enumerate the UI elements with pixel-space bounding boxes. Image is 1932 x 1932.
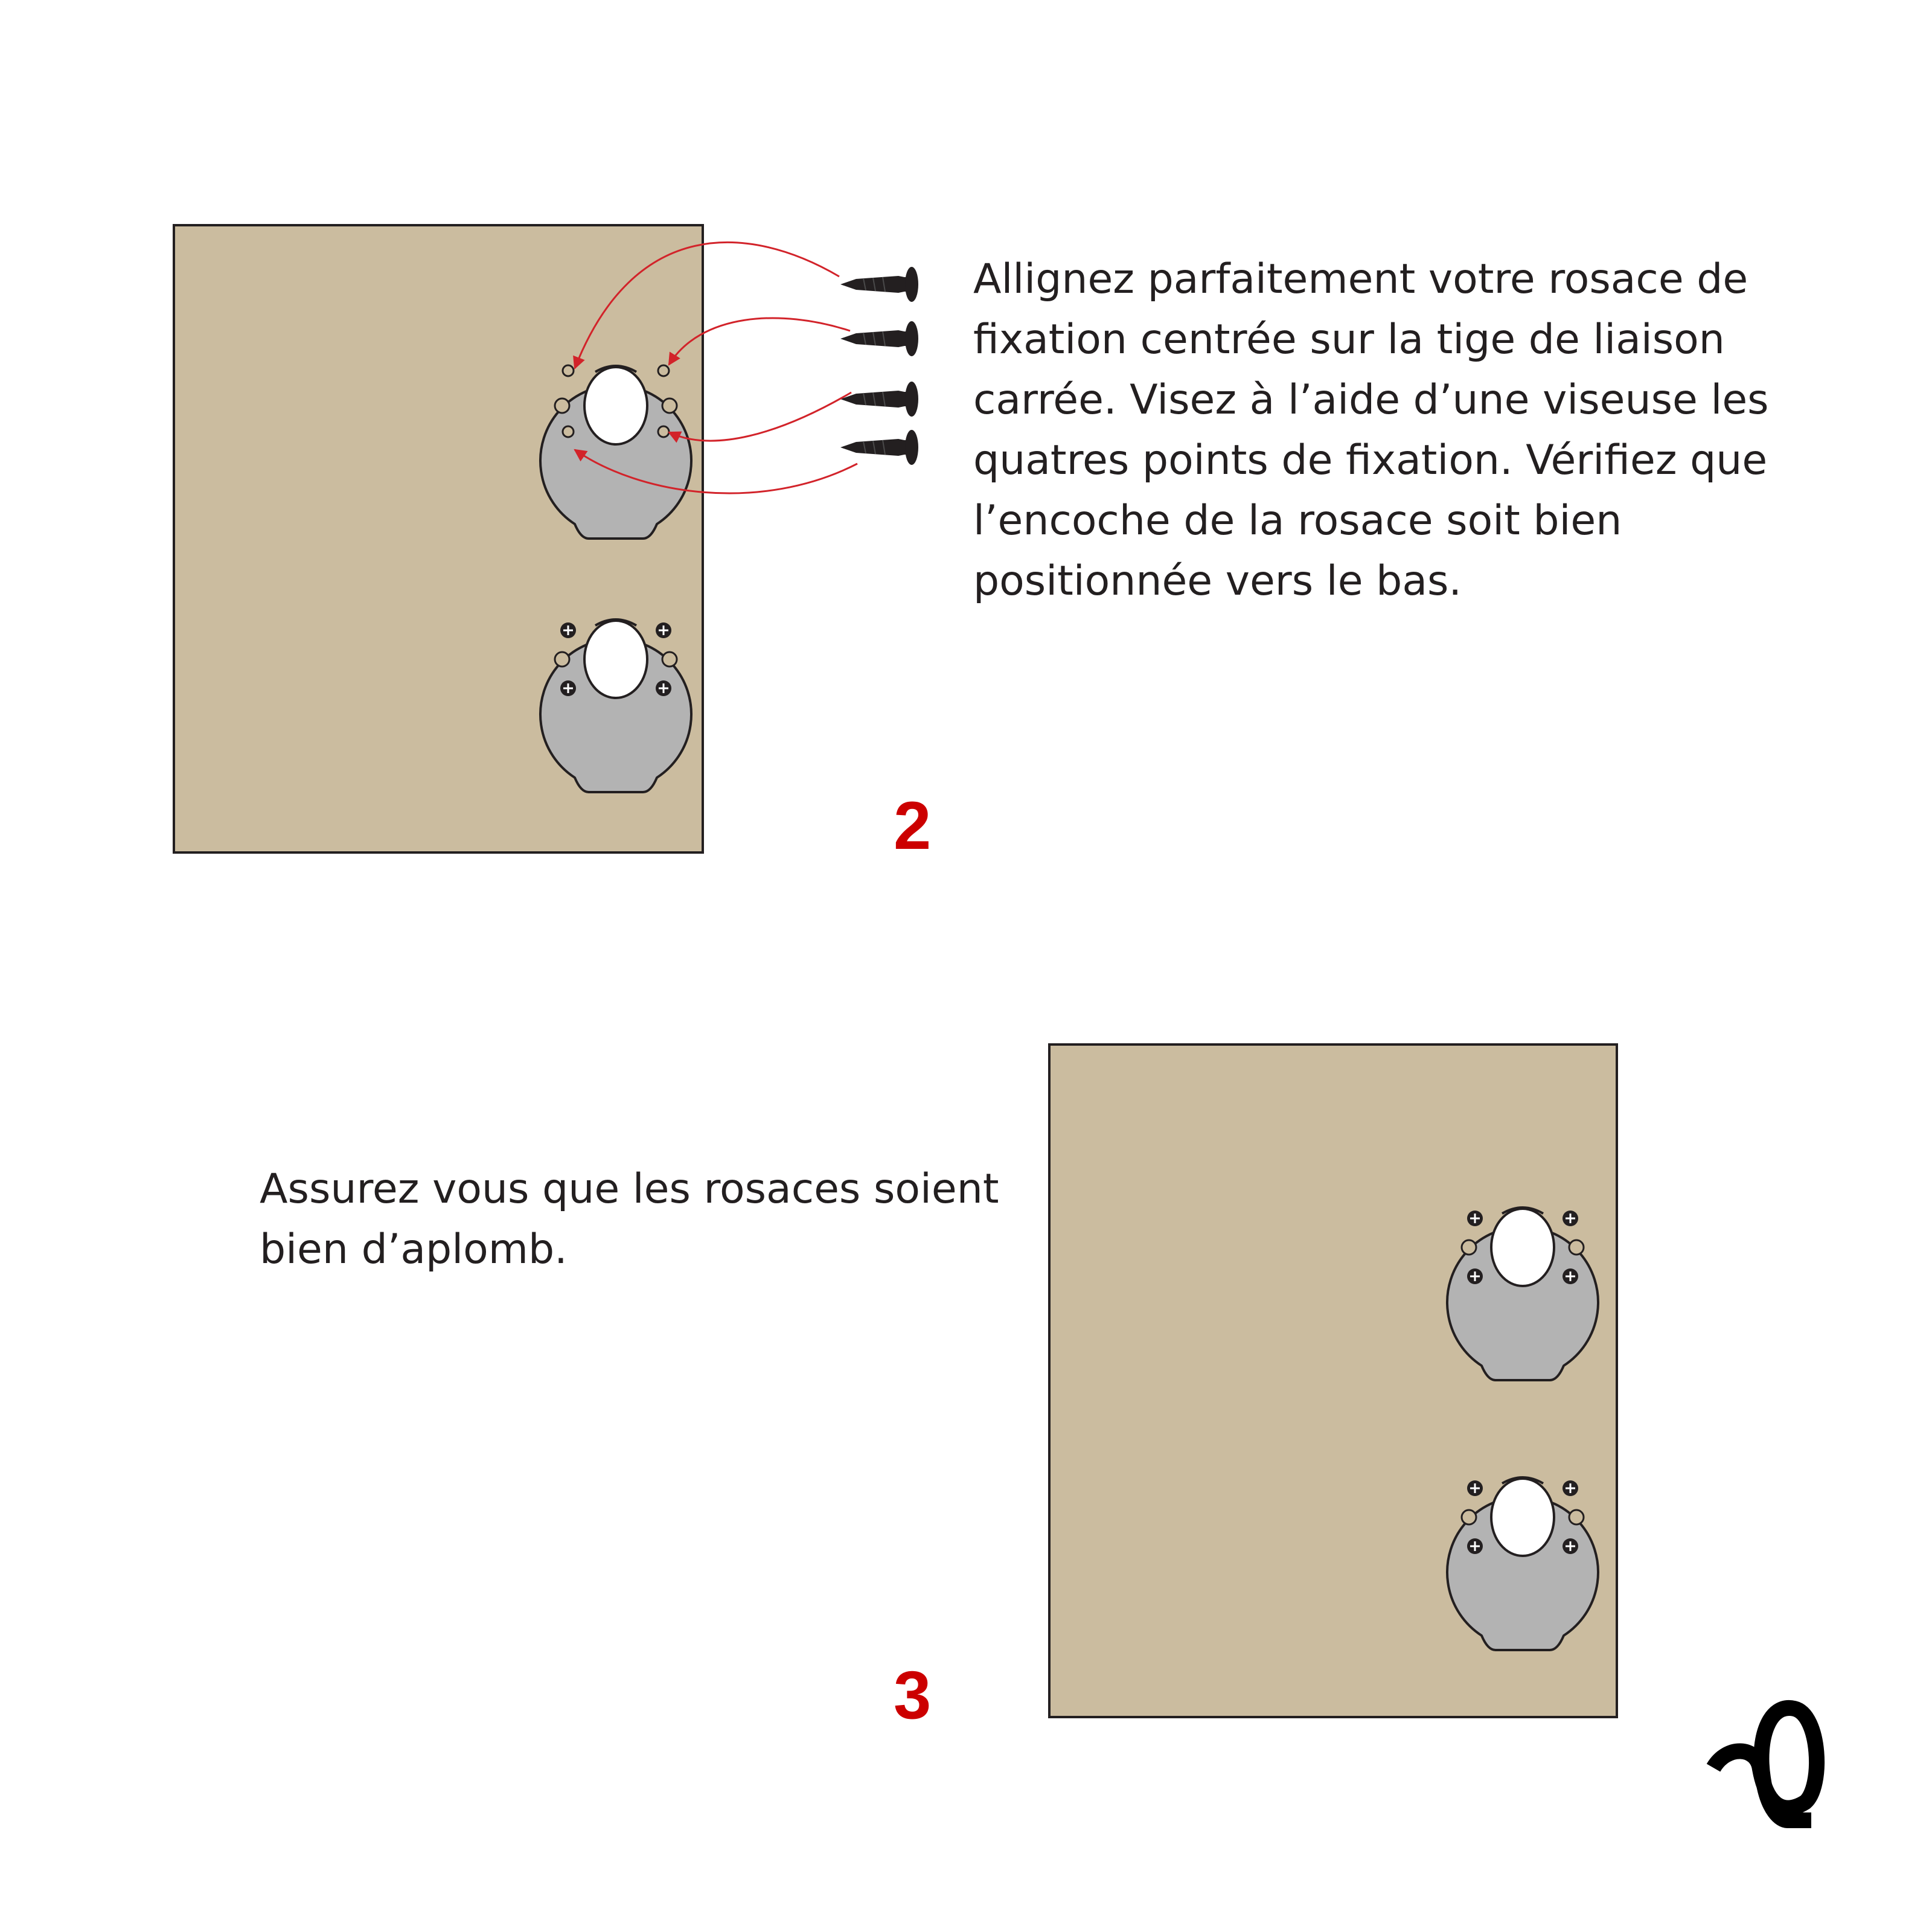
step2-instructions <box>973 249 1769 612</box>
screw-icon <box>840 382 918 417</box>
instruction-line: bien d’aplomb. <box>260 1226 568 1273</box>
instruction-line: quatres points de fixation. Vérifiez que <box>973 437 1768 484</box>
step2-number: 2 <box>894 788 932 863</box>
instruction-line: Assurez vous que les rosaces soient <box>260 1165 999 1213</box>
brand-logo-icon <box>1713 1708 1817 1820</box>
instruction-line: l’encoche de la rosace soit bien <box>973 497 1622 545</box>
screw-icon <box>840 430 918 465</box>
step3-number: 3 <box>894 1657 932 1733</box>
instruction-line: Allignez parfaitement votre rosace de <box>973 255 1748 303</box>
instruction-line: carrée. Visez à l’aide d’une viseuse les <box>973 376 1769 424</box>
screw-icon <box>840 267 918 302</box>
instruction-line: positionnée vers le bas. <box>973 557 1462 605</box>
step3-instructions <box>260 1159 999 1280</box>
instruction-line: fixation centrée sur la tige de liaison <box>973 316 1725 363</box>
screw-icon <box>840 321 918 356</box>
